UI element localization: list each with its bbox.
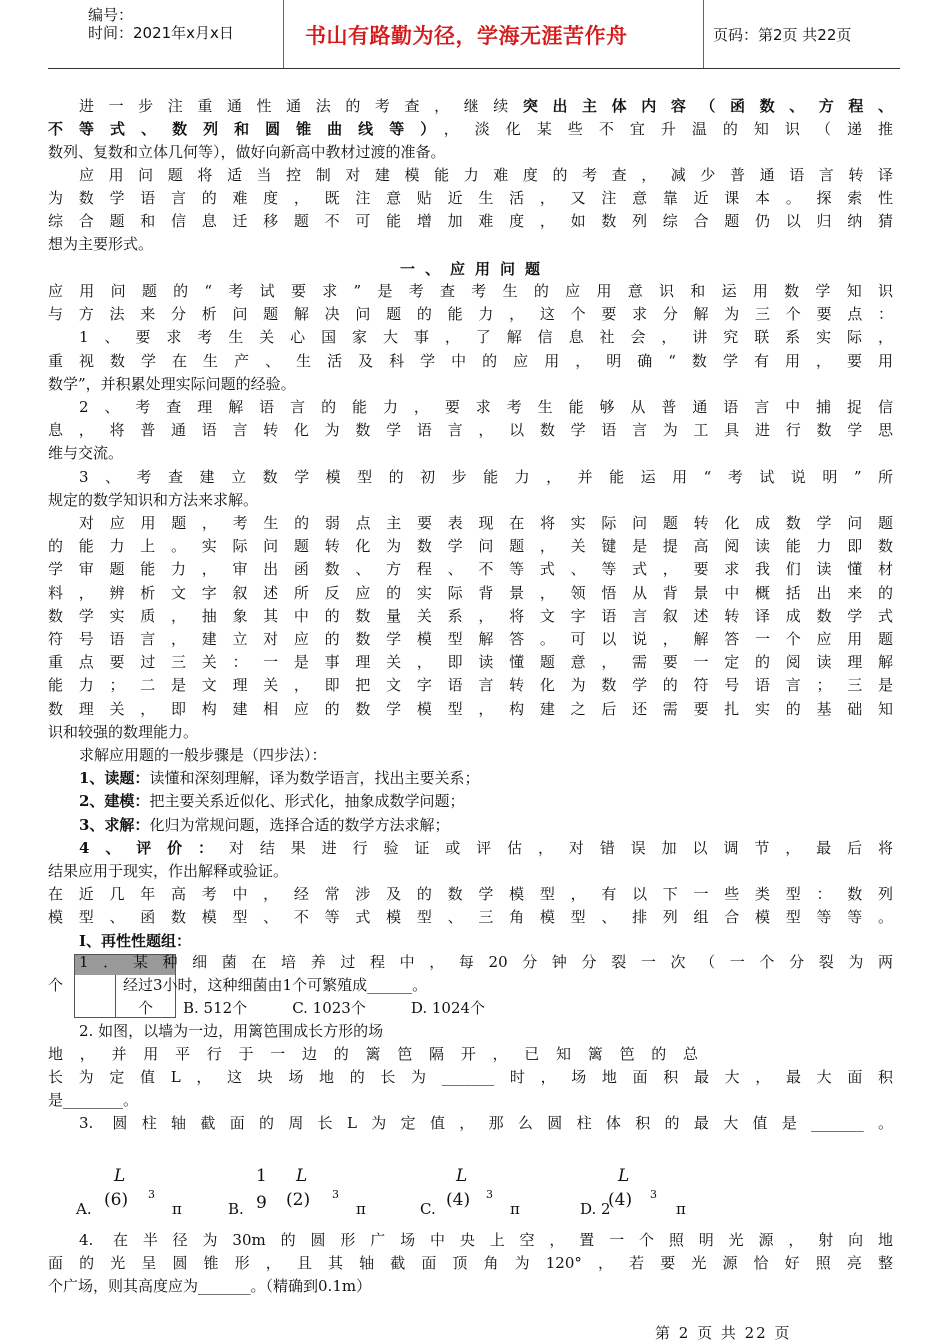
body-line: 规定的数学知识和方法来求解。: [48, 490, 259, 509]
body-line: 2、建模：把主要关系近似化、形式化，抽象成数学问题；: [79, 792, 465, 811]
intro-line: 想为主要形式。: [48, 235, 154, 253]
body-line: 结果应用于现实，作出解释或验证。: [48, 862, 289, 880]
option-b-label: B.: [228, 1200, 244, 1218]
option-d-numerator: L: [618, 1166, 630, 1186]
option-c-label: C.: [420, 1200, 436, 1218]
problem-1-line-1: 1．某种细菌在培养过程中，每20分钟分裂一次（一个分裂为两: [79, 953, 893, 971]
problem-4-line-3: 个广场，则其高度应为_______。（精确到0.1m）: [48, 1277, 372, 1295]
option-d-label: D. 2: [580, 1200, 611, 1218]
body-line: 料，辨析文字叙述所反应的实际背景，领悟从背景中概括出来的: [48, 583, 893, 602]
problem-4-line-2: 面的光呈圆锥形，且其轴截面顶角为120°，若要光源恰好照亮整: [48, 1254, 893, 1272]
header-info-cell: [48, 0, 284, 68]
body-line: 数学实质，抽象其中的数量关系，将文字语言叙述转译成数学式: [48, 606, 893, 625]
body-line: 重视数学在生产、生活及科学中的应用，明确“数学有用，要用: [48, 351, 893, 370]
body-line: 学审题能力，审出函数、方程、不等式、等式，要求我们读懂材: [48, 560, 893, 579]
problem-2-line-2: 地，并用平行于一边的篱笆隔开，已知篱笆的总: [48, 1045, 698, 1063]
body-line: Ⅰ、再性性题组：: [79, 931, 192, 950]
page-header: [48, 0, 900, 69]
page-label: 页码：第2页 共22页: [713, 26, 852, 44]
intro-line: 不等式、数列和圆锥曲线等），淡化某些不宜升温的知识（递推: [48, 120, 893, 138]
option-a-label: A.: [76, 1200, 92, 1218]
option-d-pi: π: [676, 1200, 686, 1218]
option-b-fraction-denominator: (2): [286, 1190, 311, 1210]
option-a-numerator: L: [114, 1166, 126, 1186]
body-line: 维与交流。: [48, 444, 124, 463]
option-b-denominator: 9: [256, 1193, 267, 1213]
header-motto-cell: [283, 0, 704, 68]
body-line: 符号语言，建立对应的数学模型解答。可以说，解答一个应用题: [48, 630, 893, 648]
body-line: 在近几年高考中，经常涉及的数学模型，有以下一些类型：数列: [48, 885, 893, 904]
body-line: 2、考查理解语言的能力，要求考生能够从普通语言中捕捉信: [79, 398, 893, 416]
body-line: 数理关，即构建相应的数学模型，构建之后还需要扎实的基础知: [48, 699, 893, 718]
motto: 书山有路勤为径，学海无涯苦作舟: [305, 24, 628, 48]
body-line: 1、要求考生关心国家大事，了解信息社会，讲究联系实际，: [79, 328, 893, 347]
code-label: 编号：: [88, 6, 134, 24]
body-line: 的能力上。实际问题转化为数学问题，关键是提高阅读能力即数: [48, 537, 893, 556]
intro-line: 数列、复数和立体几何等），做好向新高中教材过渡的准备。: [48, 143, 446, 161]
body-line: 求解应用题的一般步骤是（四步法）：: [79, 746, 327, 764]
body-line: 3、求解：化归为常规问题，选择合适的数学方法求解；: [79, 815, 450, 834]
option-b-exponent: 3: [332, 1188, 339, 1201]
option-c-exponent: 3: [486, 1188, 493, 1201]
option-a-pi: π: [172, 1200, 182, 1218]
time-label: 时间：2021年x月x日: [88, 24, 234, 42]
page-footer: 第 2 页 共 22 页: [655, 1324, 792, 1342]
intro-line: 为数学语言的难度，既注意贴近生活，又注意靠近课本。探索性: [48, 189, 893, 207]
body-line: 与方法来分析问题解决问题的能力，这个要求分解为三个要点：: [48, 305, 893, 324]
body-line: 4、评价：对结果进行验证或评估，对错误加以调节，最后将: [79, 838, 893, 857]
body-line: 重点要过三关：一是事理关，即读懂题意，需要一定的阅读理解: [48, 653, 893, 672]
body-line: 1、读题：读懂和深刻理解，译为数学语言，找出主要关系；: [79, 769, 480, 788]
problem-1-options: 个 B. 512个 C. 1023个 D. 1024个: [48, 999, 486, 1017]
option-b-fraction-numerator: L: [296, 1166, 308, 1186]
option-d-exponent: 3: [650, 1188, 657, 1201]
section-title: 一、应用问题: [399, 260, 550, 278]
problem-2-line-4: 是________。: [48, 1091, 139, 1109]
problem-2-line-3: 长为定值L，这块场地的长为_______时，场地面积最大，最大面积: [48, 1068, 893, 1086]
option-a-denominator: (6): [104, 1190, 129, 1210]
option-b-numerator: 1: [256, 1166, 267, 1186]
option-a-exponent: 3: [148, 1188, 155, 1201]
body-line: 能力；二是文理关，即把文字语言转化为数学的符号语言；三是: [48, 676, 893, 695]
body-line: 应用问题的“考试要求”是考查考生的应用意识和运用数学知识: [48, 282, 893, 300]
option-c-denominator: (4): [446, 1190, 471, 1210]
intro-line: 综合题和信息迁移题不可能增加难度，如数列综合题仍以归纳猜: [48, 212, 893, 230]
option-c-numerator: L: [456, 1166, 468, 1186]
problem-4-line-1: 4. 在半径为30m的圆形广场中央上空，置一个照明光源，射向地: [79, 1231, 893, 1249]
body-line: 识和较强的数理能力。: [48, 722, 199, 741]
intro-line: 进一步注重通性通法的考查，继续突出主体内容（函数、方程、: [79, 97, 893, 115]
option-b-pi: π: [356, 1200, 366, 1218]
body-line: 数学”，并积累处理实际问题的经验。: [48, 374, 296, 393]
option-c-pi: π: [510, 1200, 520, 1218]
body-line: 3、考查建立数学模型的初步能力，并能运用“考试说明”所: [79, 467, 893, 486]
body-line: 对应用题，考生的弱点主要表现在将实际问题转化成数学问题: [79, 514, 893, 532]
problem-2-line-1: 2. 如图，以墙为一边，用篱笆围成长方形的场: [79, 1022, 384, 1040]
problem-3-line-1: 3. 圆柱轴截面的周长L为定值，那么圆柱体积的最大值是_______。: [79, 1114, 893, 1132]
option-d-denominator: (4): [608, 1190, 633, 1210]
body-line: 模型、函数模型、不等式模型、三角模型、排列组合模型等等。: [48, 908, 893, 927]
body-line: 息，将普通语言转化为数学语言，以数学语言为工具进行数学思: [48, 421, 893, 440]
problem-1-line-2: 个 经过3小时，这种细菌由1个可繁殖成______。: [48, 976, 428, 994]
intro-line: 应用问题将适当控制对建模能力难度的考查，减少普通语言转译: [79, 166, 893, 184]
